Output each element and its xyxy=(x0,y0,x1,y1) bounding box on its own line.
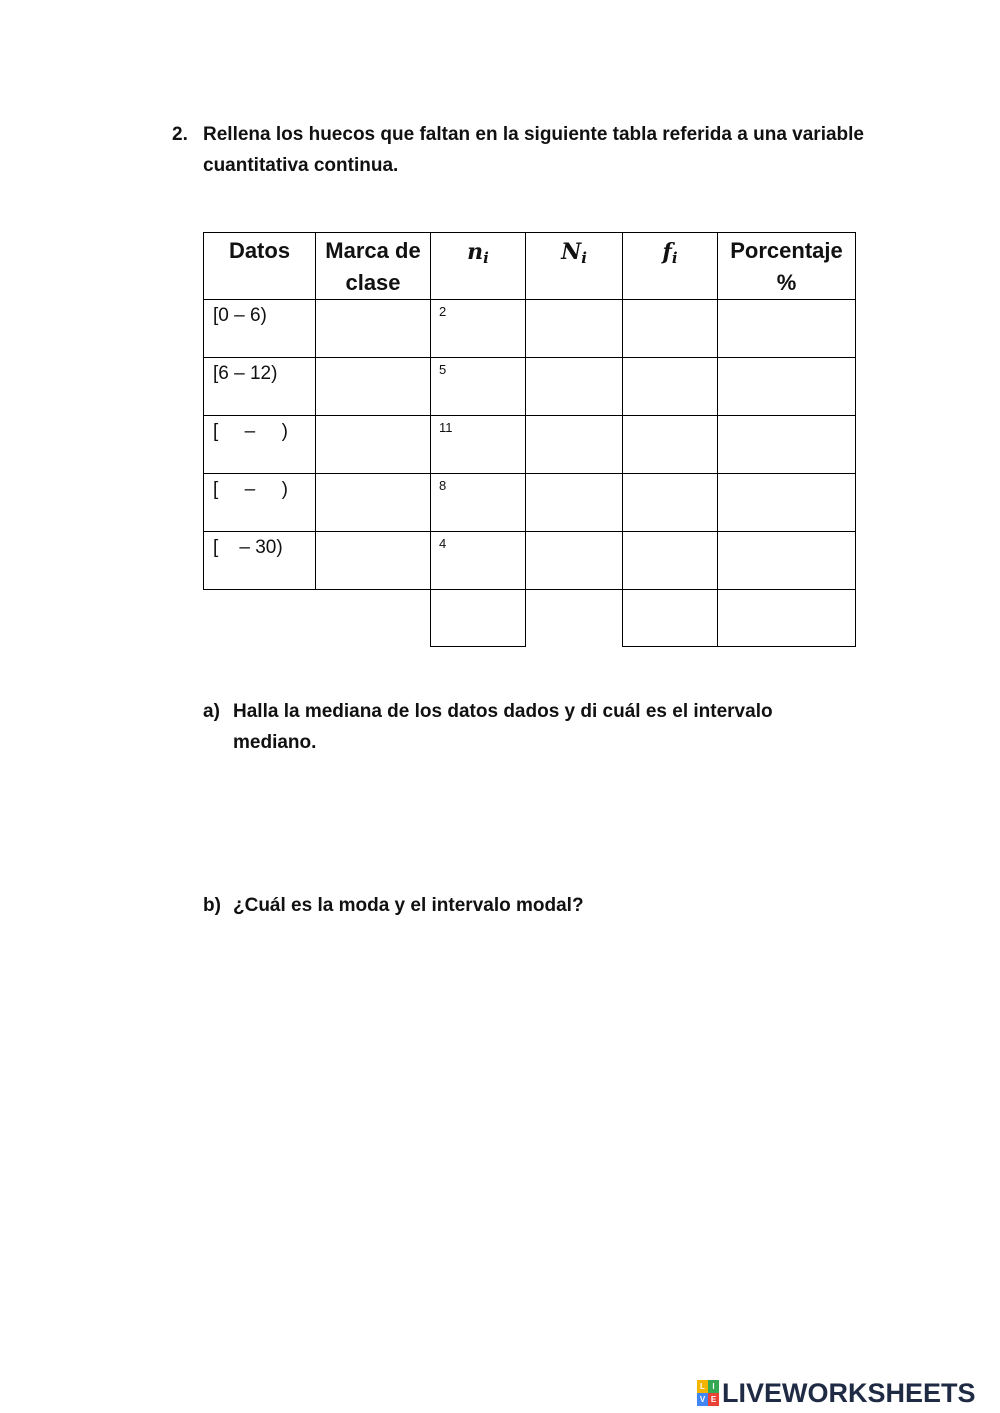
input-Ni-row3[interactable] xyxy=(525,415,623,474)
Ni-symbol: N xyxy=(561,239,582,265)
cell-ni-row2: 5 xyxy=(430,357,526,416)
fi-subscript: i xyxy=(671,249,678,267)
question-text: Rellena los huecos que faltan en la siguiente tabla referida a una variable cuantitativa continua. xyxy=(203,124,864,176)
input-porcentaje-row4[interactable] xyxy=(717,473,856,532)
sub-question-a-text: Halla la mediana de los datos dados y di cuál es el intervalo mediano. xyxy=(233,701,773,753)
input-porcentaje-total[interactable] xyxy=(717,589,856,647)
sub-question-b-text: ¿Cuál es la moda y el intervalo modal? xyxy=(233,895,584,916)
fi-symbol: f xyxy=(662,239,672,265)
cell-datos-row4[interactable]: [ – ) xyxy=(203,473,316,532)
input-marca-row1[interactable] xyxy=(315,299,431,358)
logo-tile-l: L xyxy=(697,1380,708,1393)
input-fi-row3[interactable] xyxy=(622,415,718,474)
sub-question-a-label: a) xyxy=(203,701,220,722)
cell-datos-row5[interactable]: [ – 30) xyxy=(203,531,316,590)
header-fi xyxy=(622,232,718,300)
input-porcentaje-row2[interactable] xyxy=(717,357,856,416)
input-marca-row2[interactable] xyxy=(315,357,431,416)
cell-ni-row5: 4 xyxy=(430,531,526,590)
input-porcentaje-row1[interactable] xyxy=(717,299,856,358)
question-number: 2. xyxy=(172,124,188,145)
header-Ni xyxy=(525,232,623,300)
sub-question-b-label: b) xyxy=(203,895,221,916)
input-porcentaje-row3[interactable] xyxy=(717,415,856,474)
cell-ni-row1: 2 xyxy=(430,299,526,358)
input-fi-row5[interactable] xyxy=(622,531,718,590)
cell-datos-row3[interactable]: [ – ) xyxy=(203,415,316,474)
liveworksheets-logo xyxy=(697,1376,976,1410)
logo-tile-i: I xyxy=(708,1380,719,1393)
liveworksheets-icon xyxy=(697,1380,719,1406)
input-Ni-row4[interactable] xyxy=(525,473,623,532)
input-fi-total[interactable] xyxy=(622,589,718,647)
ni-subscript: i xyxy=(483,249,489,267)
cell-datos-row1: [0 – 6) xyxy=(203,299,316,358)
cell-ni-row3: 11 xyxy=(430,415,526,474)
input-porcentaje-row5[interactable] xyxy=(717,531,856,590)
input-fi-row1[interactable] xyxy=(622,299,718,358)
input-Ni-row1[interactable] xyxy=(525,299,623,358)
input-Ni-row2[interactable] xyxy=(525,357,623,416)
cell-ni-row4: 8 xyxy=(430,473,526,532)
header-datos-label: Datos xyxy=(228,238,291,263)
cell-datos-row2: [6 – 12) xyxy=(203,357,316,416)
ni-symbol: n xyxy=(467,239,484,265)
input-marca-row3[interactable] xyxy=(315,415,431,474)
input-fi-row2[interactable] xyxy=(622,357,718,416)
input-Ni-row5[interactable] xyxy=(525,531,623,590)
header-porcentaje-label: Porcentaje % xyxy=(730,238,843,295)
header-marca-label: Marca de clase xyxy=(325,238,421,295)
Ni-subscript: i xyxy=(581,249,587,267)
input-ni-total[interactable] xyxy=(430,589,526,647)
input-fi-row4[interactable] xyxy=(622,473,718,532)
header-marca-de-clase xyxy=(315,232,431,300)
frequency-table xyxy=(203,232,856,647)
logo-tile-v: V xyxy=(697,1393,708,1406)
input-marca-row4[interactable] xyxy=(315,473,431,532)
header-datos xyxy=(203,232,316,300)
logo-tile-e: E xyxy=(708,1393,719,1406)
header-ni xyxy=(430,232,526,300)
liveworksheets-wordmark: LIVEWORKSHEETS xyxy=(722,1377,976,1408)
input-marca-row5[interactable] xyxy=(315,531,431,590)
header-porcentaje xyxy=(717,232,856,300)
